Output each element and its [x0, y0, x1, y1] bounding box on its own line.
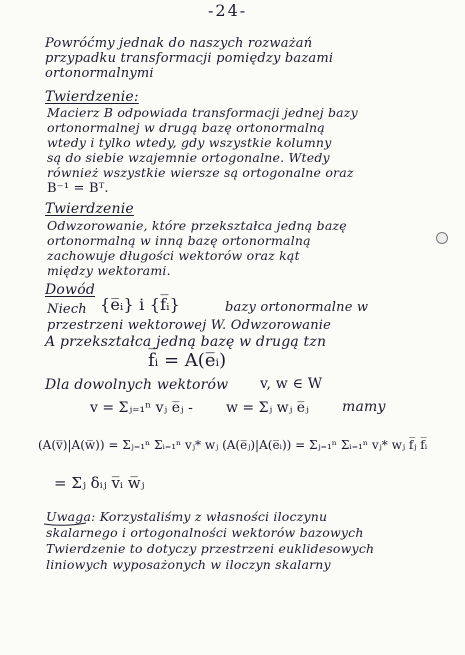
remark-line-4: liniowych wyposażonych w iloczyn skalarny: [46, 557, 331, 572]
proof-line-4-vectors: v, w ∈ W: [260, 376, 323, 392]
proof-heading: Dowód: [45, 282, 96, 298]
remark-line-1: Uwaga: Korzystaliśmy z własności iloczynu: [46, 509, 328, 524]
remark-line-3: Twierdzenie to dotyczy przestrzeni euklidesowych: [46, 541, 375, 556]
theorem-2-heading: Twierdzenie: [45, 201, 134, 217]
theorem-2-line-2: ortonormalną w inną bazę ortonormalną: [47, 233, 311, 248]
theorem-2-line-1: Odwzorowanie, które przekształca jedną bazę: [47, 218, 347, 233]
equation-v-expansion: v = Σⱼ₌₁ⁿ vⱼ e̅ⱼ -: [90, 400, 193, 416]
proof-line-3: A przekształca jedną bazę w drugą tzn: [45, 334, 327, 350]
intro-line-1: Powróćmy jednak do naszych rozważań: [45, 36, 313, 51]
proof-line-4-text: Dla dowolnych wektorów: [45, 377, 229, 393]
proof-line-1-niech: Niech: [47, 302, 87, 317]
theorem-1-formula: B⁻¹ = Bᵀ.: [47, 181, 109, 196]
proof-mamy: mamy: [342, 399, 386, 415]
intro-line-3: ortonormalnymi: [45, 66, 154, 81]
proof-line-1-rest: bazy ortonormalne w: [225, 300, 369, 315]
theorem-1-line-5: również wszystkie wiersze są ortogonalne oraz: [47, 165, 354, 180]
equation-f-equals-a-e: f̅ᵢ = A(e̅ᵢ): [148, 350, 227, 371]
equation-w-expansion: w = Σⱼ wⱼ e̅ⱼ: [226, 400, 309, 416]
proof-line-2: przestrzeni wektorowej W. Odwzorowanie: [47, 318, 332, 333]
intro-line-2: przypadku transformacji pomiędzy bazami: [45, 51, 334, 66]
theorem-2-line-4: między wektorami.: [47, 263, 171, 278]
theorem-1-heading: Twierdzenie:: [45, 89, 139, 105]
proof-line-1-bases: {e̅ᵢ} i {f̅ᵢ}: [100, 295, 181, 314]
equation-kronecker-result: = Σⱼ δᵢⱼ v̅ᵢ w̅ⱼ: [54, 474, 145, 492]
theorem-1-line-3: wtedy i tylko wtedy, gdy wszystkie kolumny: [47, 135, 332, 150]
theorem-1-line-1: Macierz B odpowiada transformacji jednej bazy: [47, 105, 358, 120]
theorem-1-line-4: są do siebie wzajemnie ortogonalne. Wtedy: [47, 150, 330, 165]
theorem-1-line-2: ortonormalnej w drugą bazę ortonormalną: [47, 120, 325, 135]
equation-scalar-product: (A(v̅)|A(w̅)) = Σⱼ₌₁ⁿ Σᵢ₌₁ⁿ vⱼ* wⱼ (A(e̅ⱼ)|A(e̅ᵢ)) = Σⱼ₌₁ⁿ Σᵢ₌₁ⁿ vⱼ* wⱼ f̅ⱼ f̅ᵢ: [38, 438, 428, 452]
theorem-2-line-3: zachowuje długości wektorów oraz kąt: [47, 248, 300, 263]
remark-line-2: skalarnego i ortogonalności wektorów bazowych: [46, 525, 364, 540]
page-number: -24-: [208, 1, 248, 20]
